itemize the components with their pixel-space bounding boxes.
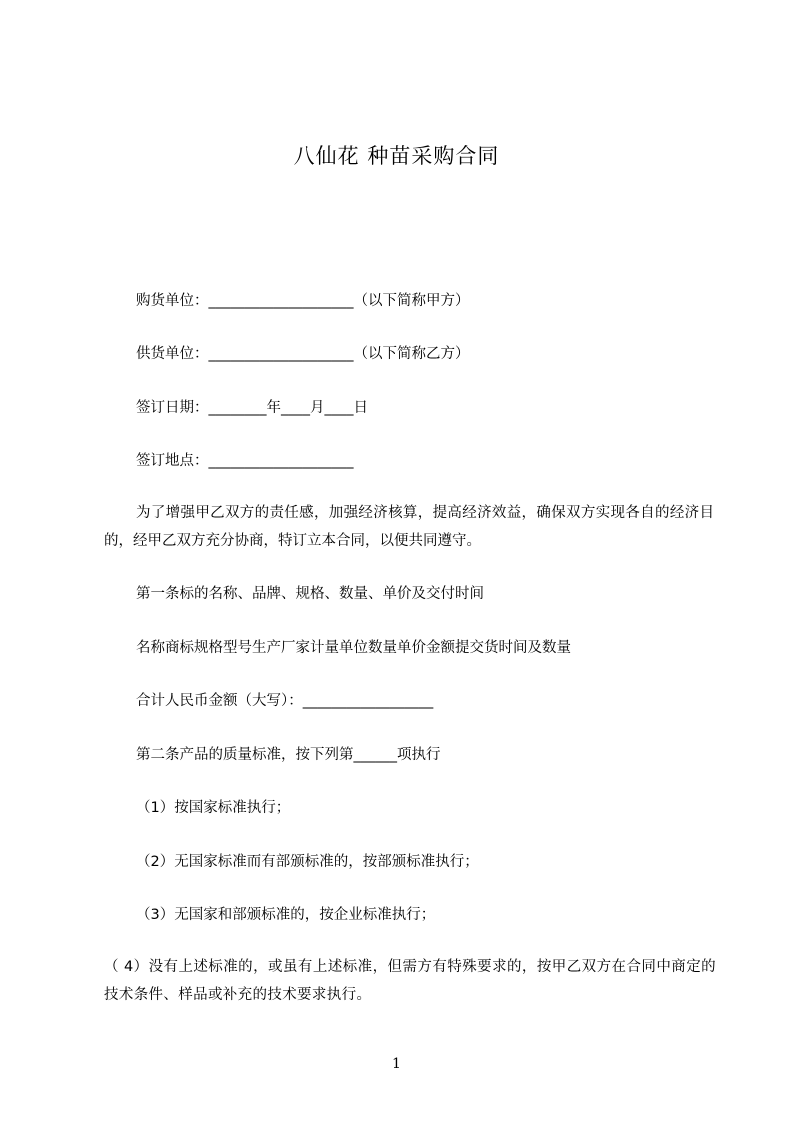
date-line: 签订日期：________年____月____日 xyxy=(136,400,368,416)
standard-item-4: （ 4）没有上述标准的，或虽有上述标准，但需方有特殊要求的，按甲乙双方在合同中商定的技术条件、样品或补充的技术要求执行。 xyxy=(104,959,716,1003)
place-line: 签订地点：____________________ xyxy=(136,453,354,469)
standard-item-3: （3）无国家和部颁标准的，按企业标准执行； xyxy=(136,907,436,923)
article2-heading: 第二条产品的质量标准，按下列第______项执行 xyxy=(136,747,441,763)
standard-item-2: （2）无国家标准而有部颁标准的，按部颁标准执行； xyxy=(136,854,479,870)
table-header-line: 名称商标规格型号生产厂家计量单位数量单价金额提交货时间及数量 xyxy=(136,640,571,656)
article1-heading: 第一条标的名称、品牌、规格、数量、单价及交付时间 xyxy=(136,586,484,602)
intro-paragraph: 为了增强甲乙双方的责任感，加强经济核算，提高经济效益，确保双方实现各自的经济目的，经甲乙双方充分协商，特订立本合同，以便共同遵守。 xyxy=(104,505,714,549)
supplier-line: 供货单位：____________________（以下简称乙方） xyxy=(136,346,470,362)
document-title: 八仙花 种苗采购合同 xyxy=(293,144,500,168)
total-amount-line: 合计人民币金额（大写）：__________________ xyxy=(136,693,434,709)
buyer-line: 购货单位：____________________（以下简称甲方） xyxy=(136,293,470,309)
page-number: 1 xyxy=(392,1056,401,1072)
standard-item-1: （1）按国家标准执行； xyxy=(136,800,291,816)
